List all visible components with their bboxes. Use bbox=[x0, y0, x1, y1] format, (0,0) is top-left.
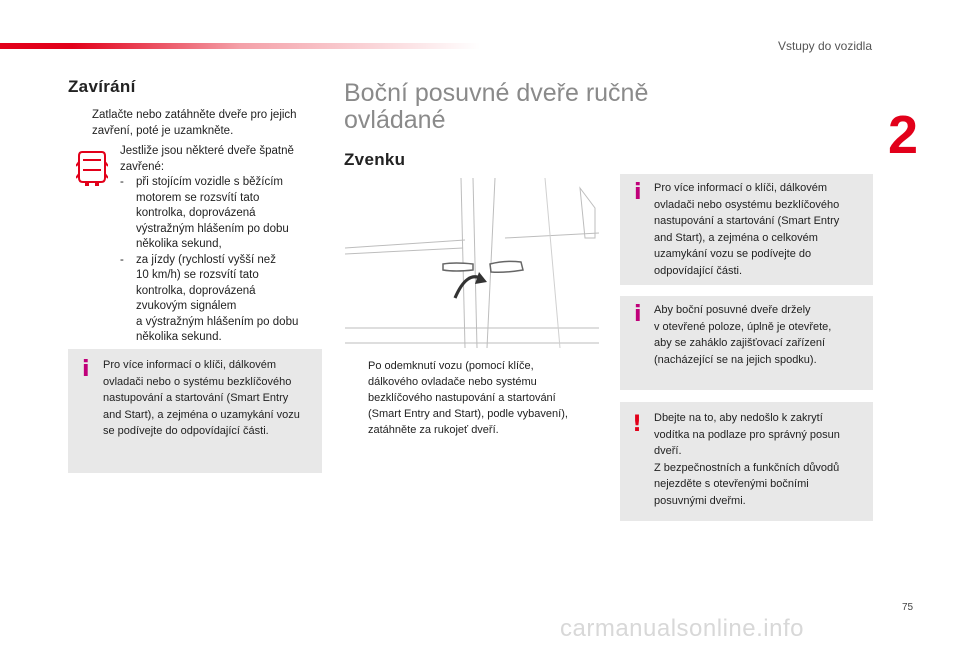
bullet-line: dálkového ovladače nebo systému bbox=[368, 376, 537, 388]
sliding-door-illustration bbox=[345, 178, 599, 348]
info-line: Pro více informací o klíči, dálkovém bbox=[103, 359, 277, 371]
info-line: odpovídající části. bbox=[654, 264, 743, 277]
info-box-left-text bbox=[103, 357, 319, 440]
info-box-right-2-text bbox=[654, 302, 870, 368]
page-title-line2: ovládané bbox=[344, 106, 446, 134]
warning-item2-line: 10 km/h) se rozsvítí tato bbox=[136, 269, 259, 281]
bullet-line: zatáhněte za rukojeť dveří. bbox=[368, 424, 499, 436]
page-title-line1: Boční posuvné dveře ručně bbox=[344, 79, 649, 107]
warning-intro-line1: Jestliže jsou některé dveře špatně bbox=[120, 145, 294, 157]
info-box-right-1-text bbox=[654, 180, 870, 279]
info-line: nastupování a startování (Smart Entry bbox=[103, 392, 289, 404]
warning-line: nejezděte s otevřenými bočními bbox=[654, 478, 809, 490]
warning-box-right-text bbox=[654, 410, 870, 509]
info-line: (nacházející se na jejich spodku). bbox=[654, 353, 817, 366]
warning-item2 bbox=[120, 253, 320, 346]
warning-line: posuvnými dveřmi. bbox=[654, 494, 746, 507]
info-line: and Start), a zejména o celkovém bbox=[654, 231, 818, 244]
info-line: se podívejte do odpovídající části. bbox=[103, 425, 269, 437]
info-icon: i bbox=[82, 357, 90, 382]
car-door-open-warning-icon bbox=[76, 148, 108, 188]
chapter-number: 2 bbox=[888, 105, 919, 165]
bullet-line: Po odemknutí vozu (pomocí klíče, bbox=[368, 360, 534, 372]
left-bullet-text: Zatlačte nebo zatáhněte dveře pro jejich zavření, poté je uzamkněte. bbox=[92, 109, 297, 137]
warning-item1-line: při stojícím vozidle s běžícím bbox=[136, 176, 283, 188]
section-heading-zvenku: Zvenku bbox=[344, 150, 406, 169]
door-warning-text bbox=[120, 144, 320, 346]
warning-item2-line: zvukovým signálem bbox=[136, 300, 237, 312]
warning-item1-line: výstražným hlášením po dobu bbox=[136, 222, 289, 235]
middle-bullet bbox=[344, 358, 594, 438]
dash-marker: - bbox=[120, 176, 124, 188]
warning-intro-line2: zavřené: bbox=[120, 160, 165, 173]
warning-line: vodítka na podlaze pro správný posun bbox=[654, 428, 840, 441]
warning-item2-line: za jízdy (rychlostí vyšší než bbox=[136, 253, 276, 266]
warning-item1-line: kontrolka, doprovázená bbox=[136, 207, 256, 219]
warning-line: Z bezpečnostních a funkčních důvodů bbox=[654, 461, 840, 474]
warning-item2-line: a výstražným hlášením po dobu bbox=[136, 315, 299, 328]
watermark: carmanualsonline.info bbox=[560, 615, 804, 642]
info-box-right-1 bbox=[620, 174, 873, 285]
bullet-line: (Smart Entry and Start), podle vybavení), bbox=[368, 408, 568, 420]
info-line: v otevřené poloze, úplně je otevřete, bbox=[654, 320, 832, 333]
info-box-right-2 bbox=[620, 296, 873, 390]
left-bullet bbox=[70, 107, 320, 139]
warning-item2-line: několika sekund. bbox=[136, 331, 222, 343]
warning-line: Dbejte na to, aby nedošlo k zakrytí bbox=[654, 412, 823, 424]
warning-line: dveří. bbox=[654, 445, 682, 457]
info-box-left bbox=[68, 349, 322, 473]
info-line: nastupování a startování (Smart Entry bbox=[654, 215, 840, 227]
page-number: 75 bbox=[902, 602, 914, 613]
info-line: Aby boční posuvné dveře držely bbox=[654, 304, 811, 316]
info-line: and Start), a zejména o uzamykání vozu bbox=[103, 408, 300, 421]
warning-exclamation-icon: ! bbox=[632, 412, 643, 437]
middle-bullet-text bbox=[368, 358, 594, 438]
info-line: ovladači nebo o systému bezklíčového bbox=[103, 375, 292, 388]
dash-marker: - bbox=[120, 253, 124, 266]
warning-box-right bbox=[620, 402, 873, 521]
bullet-line: bezklíčového nastupování a startování bbox=[368, 392, 556, 404]
warning-item1 bbox=[120, 175, 320, 253]
info-line: uzamykání vozu se podívejte do bbox=[654, 248, 812, 260]
info-icon: i bbox=[634, 180, 642, 205]
info-icon: i bbox=[634, 302, 642, 327]
info-line: ovladači nebo osystému bezklíčového bbox=[654, 198, 840, 211]
section-heading-zavirani: Zavírání bbox=[68, 77, 136, 96]
page-title bbox=[344, 80, 648, 134]
info-line: aby se zaháklo zajišťovací zařízení bbox=[654, 337, 826, 349]
info-line: Pro více informací o klíči, dálkovém bbox=[654, 182, 828, 194]
warning-item2-line: kontrolka, doprovázená bbox=[136, 284, 256, 297]
header-accent-bar bbox=[0, 43, 480, 49]
warning-item1-line: několika sekund, bbox=[136, 238, 222, 250]
warning-item1-line: motorem se rozsvítí tato bbox=[136, 191, 260, 204]
running-head: Vstupy do vozidla bbox=[777, 39, 872, 53]
